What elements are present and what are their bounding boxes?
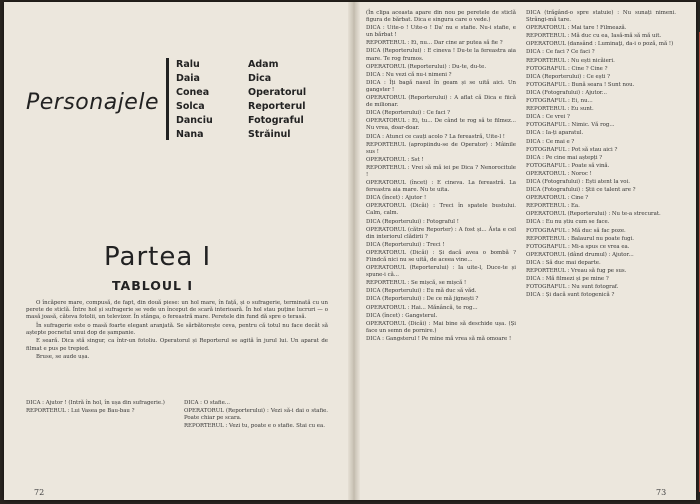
dialogue-line: REPORTERUL : Vezi tu, poate e o stafie. Stai cu ea. xyxy=(184,423,325,430)
right-column-a xyxy=(366,10,516,344)
dialogue-line: REPORTERUL : Vrei să mă iei pe Dica ? Nenorocitule ! xyxy=(366,164,516,178)
dialogue-line: DICA (încet) : Gangsterul. xyxy=(366,312,438,319)
dialogue-line: DICA : Și dacă sunt fotogenică ? xyxy=(526,292,615,299)
dialogue-line: FOTOGRAFUL : Poate să vină. xyxy=(526,162,610,169)
cast-name: Adam xyxy=(248,59,279,70)
dialogue-line: REPORTERUL : Ea. xyxy=(526,203,580,210)
dialogue-line: OPERATORUL : Cine ? xyxy=(526,195,589,202)
dialogue-line: OPERATORUL (Reporterului) : Du-te, du-te. xyxy=(366,63,487,70)
dialogue-line: DICA (Reporterului) : Eu mă duc să văd. xyxy=(366,288,477,295)
dialogue-line: OPERATORUL (Dicăi) : Treci în spatele bustului. Calm, calm. xyxy=(366,203,516,217)
dialogue-line: OPERATORUL : Ei, tu... De când te rog să te filmez... Nu vrea, doar-doar. xyxy=(366,118,516,132)
dialogue-line: OPERATORUL (Dicăi) : Mai bine să deschide ușa. (Și face un semn de pornire.) xyxy=(366,320,516,334)
dialogue-line: REPORTERUL : Mă duc cu ea, Iasă-mă să mă uit. xyxy=(526,33,662,40)
book-gutter xyxy=(348,2,360,500)
dialogue-line: OPERATORUL (Reporterului) : Vezi să-i dai o stafie. Poate chiar pe scara. xyxy=(184,408,328,422)
intro-paragraph: O încăpere mare, compusă, de fapt, din două piese: un hol mare, în față, și o sufragerie, terminată cu un perete de sticlă. Între hol și sufragerie se vede un început de scară interioară. În hol stau puține lucruri — o masă joasă, câteva fotolii, un televizor. În stânga, o fereastră mare. Peretele din fund dă spre o terasă. xyxy=(26,300,328,321)
dialogue-line: REPORTERUL : Eu sunt. xyxy=(526,106,594,113)
dialogue-line: OPERATORUL (către Reporter) : A fost și... Ăsta e cel din interiorul clădirii ? xyxy=(366,226,516,240)
dialogue-line: DICA : Ce mai e ? xyxy=(526,138,575,145)
dialogue-line: OPERATORUL : Noroc ! xyxy=(526,170,592,177)
dialogue-line: OPERATORUL (dansând : Luminaţi, da-i o poză, mă !) xyxy=(526,41,674,48)
dialogue-line: DICA : Eu nu știu cum se face. xyxy=(526,219,610,226)
dialogue-line: FOTOGRAFUL : Nu sunt fotograf. xyxy=(526,284,619,291)
dialogue-line: OPERATORUL (Reporterului) : Nu te-a strecurat. xyxy=(526,211,661,218)
cast-list-col-1 xyxy=(176,58,213,142)
dialogue-line: DICA (Reporterului) : Ce ești ? xyxy=(526,73,610,80)
dialogue-line: OPERATORUL (Reporterului) : Ia uite-l, Duce-te și spune-i că... xyxy=(366,265,516,279)
cast-name: Nana xyxy=(176,129,204,140)
cast-name: Dica xyxy=(248,73,272,84)
cast-name: Solca xyxy=(176,101,205,112)
cast-name: Operatorul xyxy=(248,87,307,98)
dialogue-line: DICA (Fotografului) : Știi ce talent are ? xyxy=(526,187,636,194)
dialogue-line: DICA (încet) : Ajutor ! xyxy=(366,195,427,202)
cast-list-col-2 xyxy=(248,58,306,142)
dialogue-column-b xyxy=(184,400,328,431)
dialogue-line: DICA : Ce vrei ? xyxy=(526,114,570,121)
dialogue-line: DICA (Reporterului) : De ce mă jignești ? xyxy=(366,296,479,303)
dialogue-line: DICA (Reporterului) : E cineva ! Du-te la fereastra aia mare. Te rog frumos. xyxy=(366,48,516,62)
dialogue-line: DICA (Fotografului) : Ești atent la voi. xyxy=(526,178,630,185)
intro-paragraph: În sufragerie este o masă foarte elegant aranjată. Se sărbătorește ceva, pentru că totul nu face decât să aștepte pocnetul unui dop de șampanie. xyxy=(26,322,328,336)
dialogue-line: REPORTERUL : Lui Vasea pe Bau-bau ? xyxy=(26,408,135,415)
dialogue-line: FOTOGRAFUL : Pot să stau aici ? xyxy=(526,146,618,153)
dialogue-line: OPERATORUL : Mai tare ! Filmează. xyxy=(526,25,627,32)
dialogue-line: FOTOGRAFUL : Ei, nu... xyxy=(526,98,593,105)
dialogue-line: DICA : Mă filmezi și pe mine ? xyxy=(526,276,609,283)
dialogue-line: DICA (Fotografului) : Ajutor... xyxy=(526,89,607,96)
dialogue-line: FOTOGRAFUL : Bună seara ! Sunt nou. xyxy=(526,81,635,88)
heading-divider-bar xyxy=(166,58,169,140)
dialogue-line: DICA : Nu vezi că nu-i nimeni ? xyxy=(366,71,452,78)
dialogue-line: REPORTERUL : Ei, nu... Dar cine ar putea să fie ? xyxy=(366,40,503,47)
dialogue-line: (În clipa aceasta apare din nou pe peretele de sticlă figura de bărbat. Dica e singura care o vede.) xyxy=(366,10,516,24)
dialogue-line: OPERATORUL : Sst ! xyxy=(366,156,424,163)
dialogue-line: DICA : Să duc mai departe. xyxy=(526,259,601,266)
dialogue-line: DICA : Ia-ți aparatul. xyxy=(526,130,584,137)
dialogue-line: OPERATORUL : Hai... Mănâncă, te rog... xyxy=(366,304,478,311)
dialogue-line: FOTOGRAFUL : Mă duc să fac poze. xyxy=(526,227,626,234)
page-number-left: 72 xyxy=(34,488,45,497)
dialogue-column-a xyxy=(26,400,166,416)
dialogue-line: DICA (trăgând-o spre statuie) : Nu sunați nimeni. Strângi-mă tare. xyxy=(526,10,676,24)
dialogue-line: FOTOGRAFUL : Cine ? Cine ? xyxy=(526,65,608,72)
personaje-heading: Personajele xyxy=(26,90,159,115)
dialogue-line: DICA : Uite-o ! Uite-o ! Da' nu e stafie. Nu-i stafie, e un bărbat ! xyxy=(366,25,516,39)
cast-name: Daia xyxy=(176,73,200,84)
dialogue-line: DICA : Gangsterul ! Pe mine mă vrea să mă omoare ! xyxy=(366,335,512,342)
dialogue-line: DICA (Reporterului) : Treci ! xyxy=(366,241,445,248)
cast-name: Conea xyxy=(176,87,210,98)
dialogue-line: OPERATORUL (încet) : E cineva. La fereastră. La fereastra aia mare. Nu te uita. xyxy=(366,180,516,194)
book-spread xyxy=(4,2,696,500)
cast-name: Danciu xyxy=(176,115,213,126)
dialogue-line: FOTOGRAFUL : Nimic. Vă rog... xyxy=(526,122,615,129)
dialogue-line: REPORTERUL : Se mișcă, se mișcă ! xyxy=(366,280,467,287)
cast-name: Reporterul xyxy=(248,101,306,112)
dialogue-line: OPERATORUL (Reporterului) : A aflat că Dica e fiică de milionar. xyxy=(366,95,516,109)
dialogue-line: OPERATORUL (Dicăi) : Și dacă avea o bombă ? Fiindcă nici nu se uită, de aceea vine... xyxy=(366,249,516,263)
dialogue-line: REPORTERUL : Balaurul nu poate fugi. xyxy=(526,235,635,242)
intro-paragraph: E seară. Dica stă singur, ca într-un fotoliu. Operatorul și Reporterul se agită în jurul lui. Un aparat de filmat e pus pe trepied. xyxy=(26,338,328,352)
dialogue-line: DICA : Ce faci ? Ce faci ? xyxy=(526,49,595,56)
cast-name: Ralu xyxy=(176,59,200,70)
dialogue-line: REPORTERUL : Vreau să fug pe sus. xyxy=(526,268,627,274)
dialogue-line: DICA (Reporterului) : Ce faci ? xyxy=(366,110,451,117)
tablou-title: TABLOUL I xyxy=(112,278,194,293)
dialogue-line: OPERATORUL (dând drumul) : Ajutor... xyxy=(526,251,634,258)
dialogue-line: DICA : O stafie... xyxy=(184,400,230,406)
dialogue-line: FOTOGRAFUL : Mi-a spus ce vrea ea. xyxy=(526,243,630,250)
stage-directions-intro xyxy=(26,300,328,363)
right-column-b xyxy=(526,10,676,300)
dialogue-line: DICA : Ajutor ! (Intră în hol, în ușa din sufragerie.) xyxy=(26,400,165,406)
cast-name: Fotograful xyxy=(248,115,304,126)
right-page xyxy=(360,2,696,500)
left-page xyxy=(4,2,348,500)
dialogue-line: DICA (Reporterului) : Fotograful ! xyxy=(366,218,459,225)
dialogue-line: REPORTERUL : Nu ești nicăieri. xyxy=(526,57,615,64)
dialogue-line: DICA : Îți bagă nasul în geam și se uită aici. Un gangster ! xyxy=(366,79,516,93)
cast-name: Străinul xyxy=(248,129,291,140)
part-title: Partea I xyxy=(104,242,212,272)
dialogue-line: DICA : Atunci ce cauți acolo ? La fereastră, Uite-l ! xyxy=(366,133,505,140)
intro-paragraph: Bruse, se aude ușa. xyxy=(36,354,90,361)
dialogue-line: DICA : Pe cine mai aștepți ? xyxy=(526,154,603,161)
page-number-right: 73 xyxy=(656,488,667,497)
dialogue-line: REPORTERUL (apropiindu-se de Operator) : Mâinile sus ! xyxy=(366,141,516,155)
